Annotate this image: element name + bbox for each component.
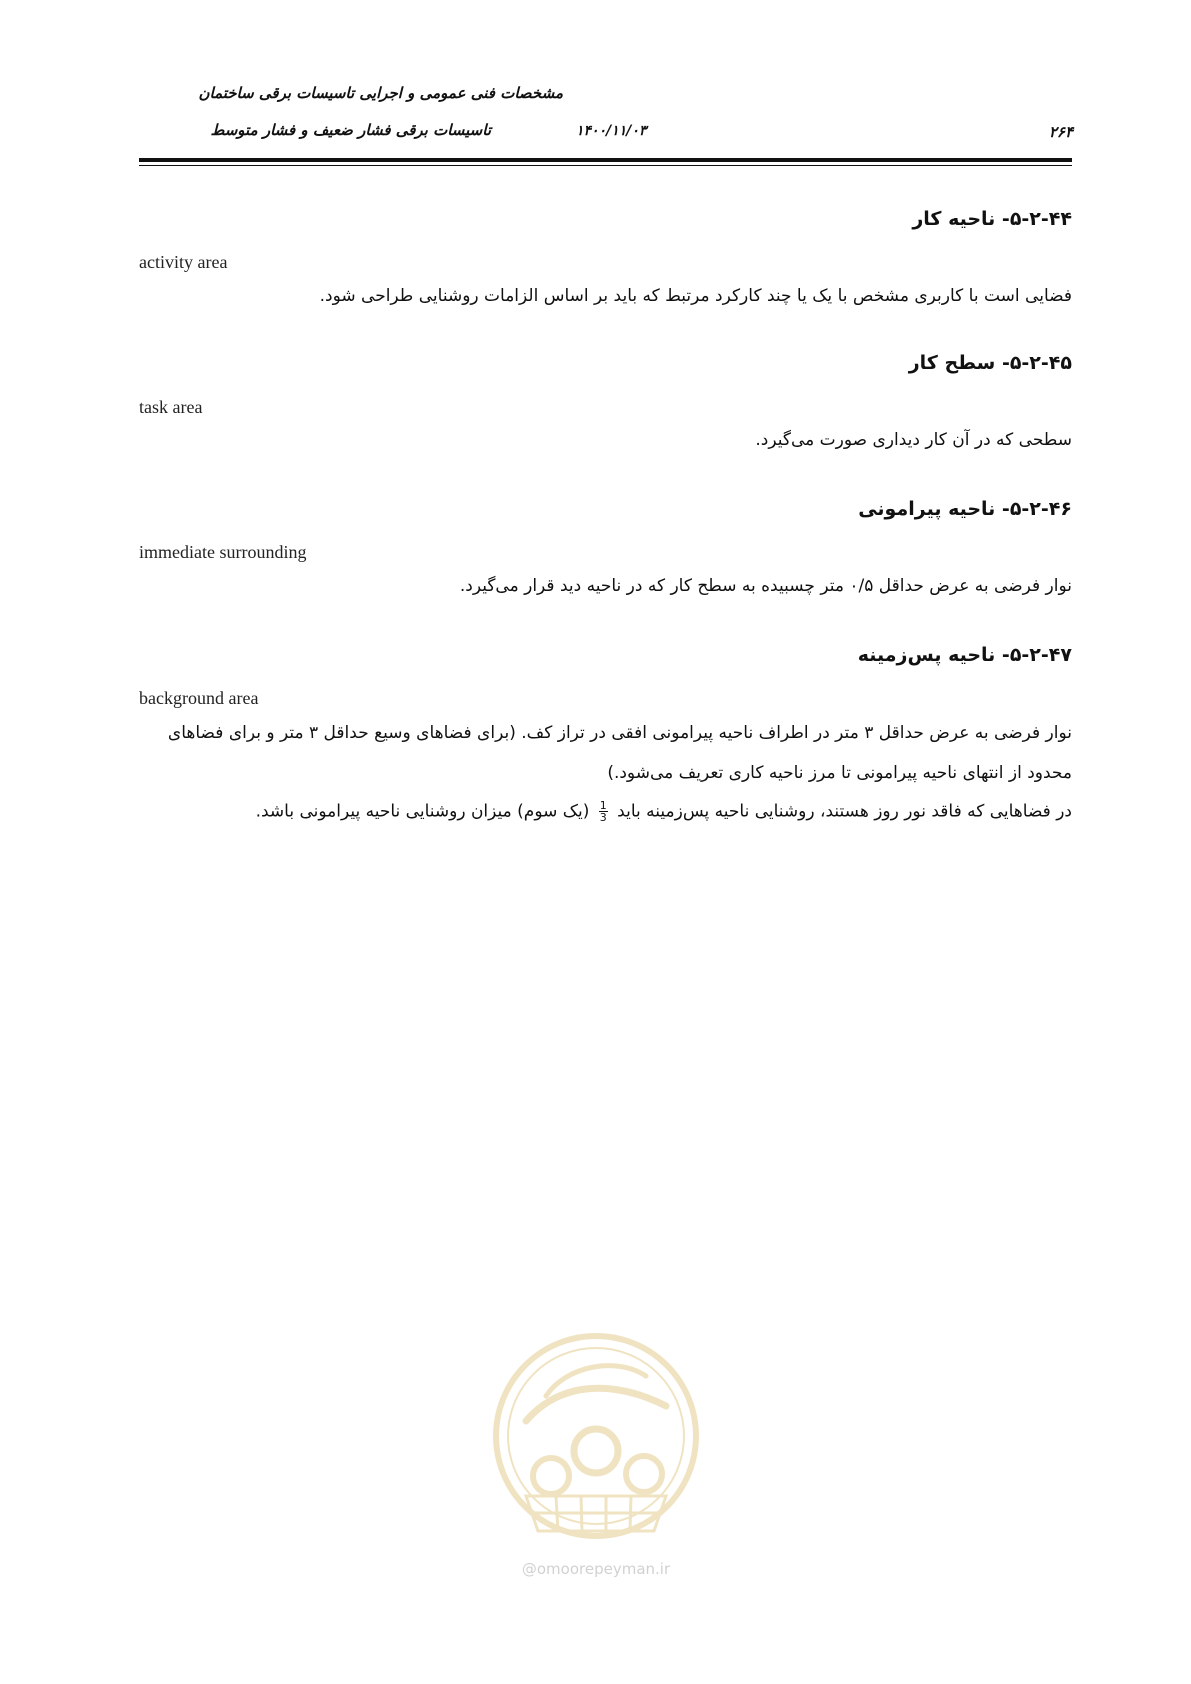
watermark	[486, 1326, 706, 1576]
header-rule-thin	[139, 165, 1072, 166]
section-body	[139, 430, 1072, 450]
section-task-area	[139, 352, 1072, 374]
watermark-url: @omoorepeyman.ir	[521, 1560, 671, 1578]
header-subtitle: تاسیسات برقی فشار ضعیف و فشار متوسط	[210, 121, 491, 139]
english-term: immediate surrounding	[139, 542, 307, 562]
section-term	[139, 252, 1072, 273]
omoore-peyman-seal-icon	[486, 1326, 706, 1556]
note-text	[139, 800, 1072, 823]
header-rule-thick	[139, 158, 1072, 162]
definition-text: سطحی که در آن کار دیداری صورت می‌گیرد.	[755, 430, 1072, 450]
definition-text: نوار فرضی به عرض حداقل ۰/۵ متر چسبیده به سطح کار که در ناحیه دید قرار می‌گیرد.	[459, 576, 1072, 596]
definition-text: نوار فرضی به عرض حداقل ۳ متر در اطراف ناحیه پیرامونی افقی در تراز کف. (برای فضاهای وسیع حداقل ۳ متر و برای فضاهای محدود از انتهای ناحیه پیرامونی تا مرز ناحیه کاری تعریف می‌شود.)	[167, 723, 1072, 783]
section-note	[139, 800, 1072, 823]
fraction-one-third	[599, 800, 608, 823]
english-term: background area	[139, 688, 259, 708]
section-activity-area	[139, 208, 1072, 230]
header-title: مشخصات فنی عمومی و اجرایی تاسیسات برقی ساختمان	[198, 84, 563, 102]
section-heading: ۵-۲-۴۷- ناحیه پس‌زمینه	[857, 644, 1072, 666]
section-body	[139, 576, 1072, 596]
section-heading: ۵-۲-۴۶- ناحیه پیرامونی	[858, 498, 1072, 520]
section-immediate-surrounding	[139, 498, 1072, 520]
section-heading: ۵-۲-۴۵- سطح کار	[908, 352, 1072, 374]
english-term: task area	[139, 397, 203, 417]
section-term	[139, 397, 1072, 418]
section-term	[139, 688, 1072, 709]
section-term	[139, 542, 1072, 563]
section-body	[139, 713, 1072, 793]
note-before: در فضاهایی که فاقد نور روز هستند، روشنایی ناحیه پس‌زمینه باید	[617, 801, 1072, 822]
english-term: activity area	[139, 252, 228, 272]
fraction-numerator: 1	[599, 799, 607, 812]
header-date: ۱۴۰۰/۱۱/۰۳	[576, 123, 647, 139]
note-after: (یک سوم) میزان روشنایی ناحیه پیرامونی باشد.	[255, 801, 590, 822]
page-number: ۲۶۴	[1048, 123, 1073, 141]
section-body	[139, 286, 1072, 306]
definition-text: فضایی است با کاربری مشخص با یک یا چند کارکرد مرتبط که باید بر اساس الزامات روشنایی طراحی شود.	[319, 286, 1072, 306]
section-background-area	[139, 644, 1072, 666]
fraction-denominator: 3	[599, 811, 607, 824]
section-heading: ۵-۲-۴۴- ناحیه کار	[912, 208, 1072, 230]
